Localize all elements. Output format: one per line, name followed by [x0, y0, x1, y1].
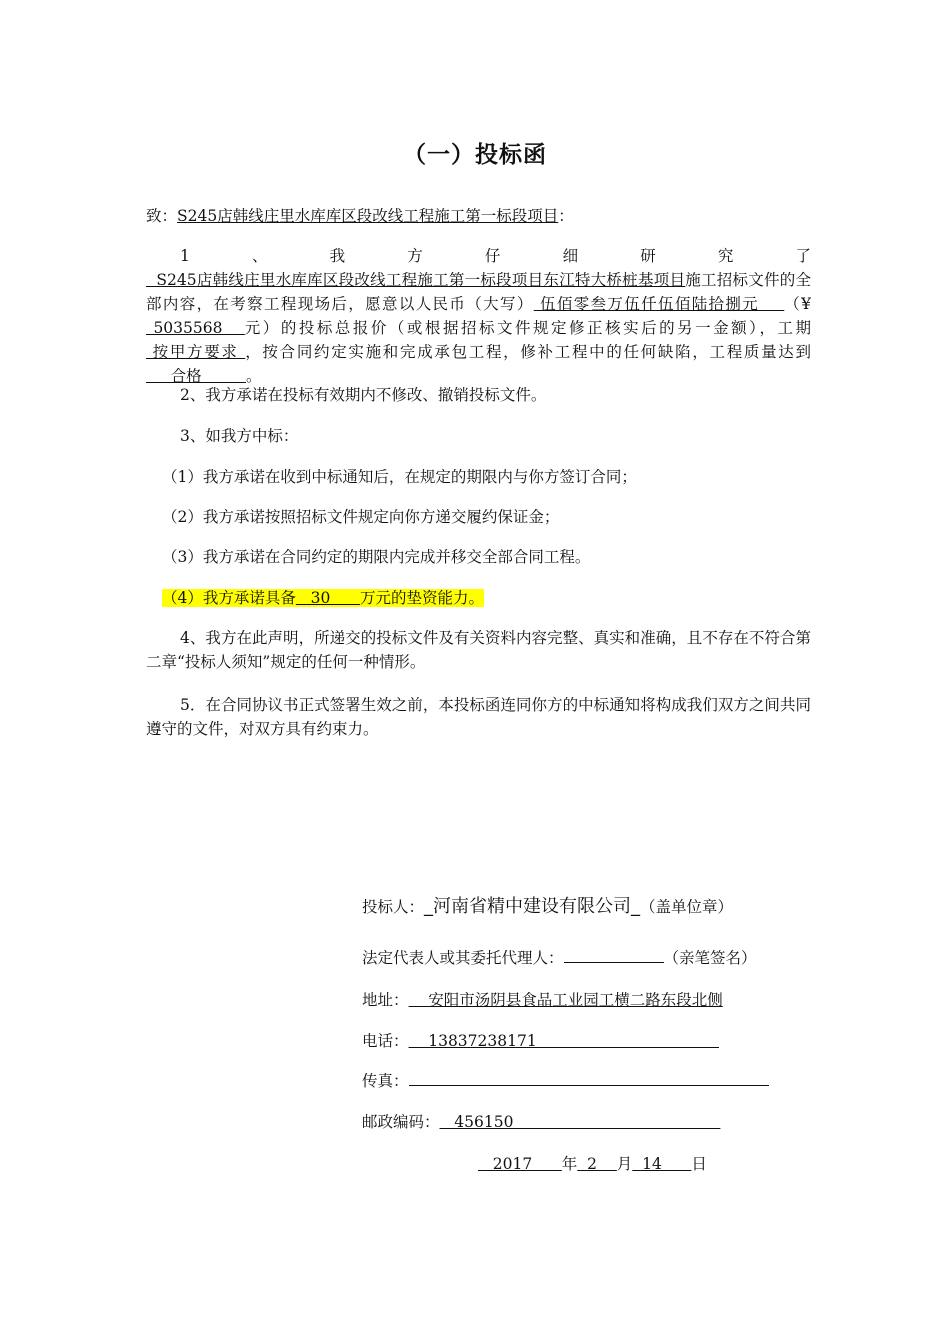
bidder-name: _河南省精中建设有限公司_: [424, 896, 641, 917]
phone-label: 电话：: [362, 1032, 409, 1050]
phone-line: [362, 1029, 719, 1053]
para1-text-3: （¥: [784, 295, 811, 313]
paragraph-2: 2、我方承诺在投标有效期内不修改、撤销投标文件。: [180, 386, 547, 404]
postcode-value: 456150: [439, 1113, 721, 1131]
commitment-item-2: （2）我方承诺按照招标文件规定向你方递交履约保证金；: [162, 508, 560, 526]
amount-chinese: 伍佰零叁万伍仟伍佰陆拾捌元: [533, 295, 785, 313]
fax-field[interactable]: [409, 1069, 769, 1086]
rep-signature-field[interactable]: [564, 946, 664, 963]
year-label: 年: [561, 1155, 578, 1173]
para1-text-6: 。: [245, 367, 262, 385]
para1-text-5: ，按合同约定实施和完成承包工程，修补工程中的任何缺陷，工程质量达到: [245, 343, 811, 361]
month-label: 月: [616, 1155, 633, 1173]
recipient-prefix: 致：: [146, 207, 178, 225]
project-name: S245店韩线庄里水库库区段改线工程施工第一标段项目东江特大桥桩基项目: [146, 271, 686, 289]
bidder-label: 投标人：: [362, 898, 425, 916]
rep-label: 法定代表人或其委托代理人：: [362, 949, 564, 967]
fax-label: 传真：: [362, 1072, 409, 1090]
date-day: 14: [632, 1155, 692, 1173]
recipient-line: [146, 204, 811, 228]
date-month: 2: [577, 1155, 617, 1173]
para1-text-4: 元）的投标总报价（或根据招标文件规定修正核实后的另一金额），工期: [244, 319, 811, 337]
paragraph-3: 3、如我方中标：: [180, 427, 299, 445]
amount-number: 5035568: [146, 319, 245, 337]
quality-standard: 合格: [146, 367, 246, 385]
item4-text-2: 万元的垫资能力。: [359, 589, 484, 607]
address-label: 地址：: [362, 991, 409, 1009]
paragraph-1: [146, 244, 811, 388]
page-title: （一）投标函: [403, 142, 547, 168]
day-label: 日: [691, 1155, 707, 1173]
advance-capital-amount: 30: [295, 589, 360, 607]
paragraph-4: 4、我方在此声明，所递交的投标文件及有关资料内容完整、真实和准确，且不存在不符合第二章“投标人须知”规定的任何一种情形。: [146, 629, 811, 671]
fax-line: [362, 1069, 769, 1093]
construction-period: 按甲方要求: [146, 343, 246, 361]
paragraph-5: 5．在合同协议书正式签署生效之前，本投标函连同你方的中标通知将构成我们双方之间共同遵守的文件，对双方具有约束力。: [146, 696, 811, 738]
recipient-name: S245店韩线庄里水库库区段改线工程施工第一标段项目: [177, 207, 559, 225]
para1-text-2: 施工招标文件的全部内容，在考察工程现场后，愿意以人民币（大写）: [146, 271, 811, 313]
para1-text-1: 1、我方仔细研究了: [180, 247, 811, 265]
commitment-item-3: （3）我方承诺在合同约定的期限内完成并移交全部合同工程。: [162, 548, 591, 566]
representative-line: [362, 946, 757, 970]
recipient-suffix: ：: [558, 207, 574, 225]
postcode-line: [362, 1110, 720, 1134]
postcode-label: 邮政编码：: [362, 1113, 440, 1131]
date-year: 2017: [478, 1155, 562, 1173]
address-value: 安阳市汤阴县食品工业园工横二路东段北侧: [408, 991, 723, 1009]
rep-note: （亲笔签名）: [663, 949, 757, 967]
phone-value: 13837238171: [408, 1032, 719, 1050]
date-line: [478, 1152, 707, 1176]
address-line: [362, 988, 723, 1012]
commitment-item-4: [162, 586, 827, 610]
bidder-note: （盖单位章）: [640, 898, 734, 916]
bidder-line: [362, 895, 733, 919]
item4-text-1: （4）我方承诺具备: [162, 589, 296, 607]
commitment-item-1: （1）我方承诺在收到中标通知后，在规定的期限内与你方签订合同；: [162, 468, 637, 486]
